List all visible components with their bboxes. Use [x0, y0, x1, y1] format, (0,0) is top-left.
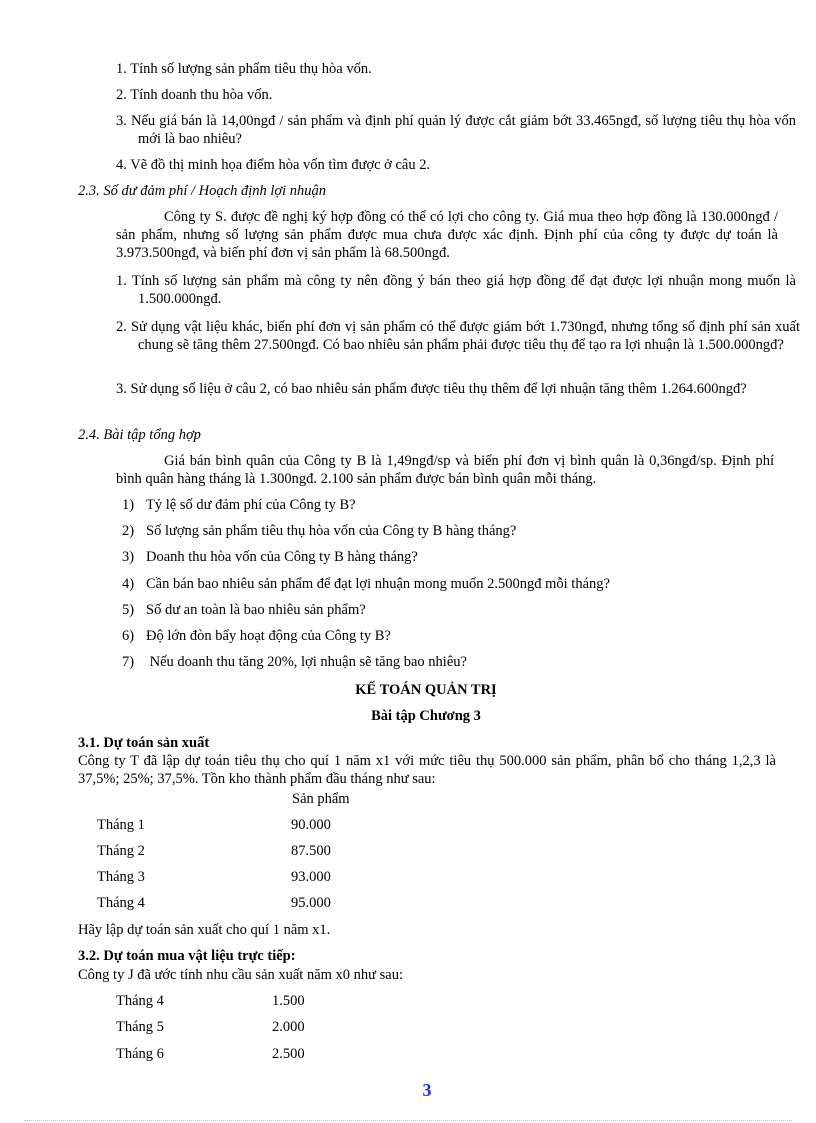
page-bottom-divider: [24, 1120, 792, 1121]
demand-row-value: 2.000: [272, 1019, 305, 1035]
list-item-3: 3. Nếu giá bán là 14,00ngđ / sản phẩm và định phí quản lý được cắt giảm bớt 33.465ngđ, số lượng tiêu thụ hòa vốn mới là bao nhiêu?: [116, 113, 796, 147]
section-3-1-paragraph: Công ty T đã lập dự toán tiêu thụ cho quí 1 năm x1 với mức tiêu thụ 500.000 sản phẩm, phân bổ cho tháng 1,2,3 là 37,5%; 25%; 37,5%. Tồn kho thành phẩm đầu tháng như sau:: [78, 753, 776, 787]
question-6: 6) Độ lớn đòn bẩy hoạt động của Công ty B?: [122, 628, 391, 644]
section-2-3-item-1: 1. Tính số lượng sản phẩm mà công ty nên đồng ý bán theo giá hợp đồng để đạt được lợi nhuận mong muốn là 1.500.000ngđ.: [116, 273, 796, 307]
question-1: 1) Tỷ lệ số dư đảm phí của Công ty B?: [122, 497, 356, 513]
question-3: 3) Doanh thu hòa vốn của Công ty B hàng tháng?: [122, 549, 418, 565]
section-heading-3-1: 3.1. Dự toán sản xuất: [78, 735, 210, 751]
list-item-2: 2. Tính doanh thu hòa vốn.: [116, 87, 273, 103]
question-4: 4) Cần bán bao nhiêu sản phẩm để đạt lợi nhuận mong muốn 2.500ngđ mỗi tháng?: [122, 576, 610, 592]
section-heading-2-4: 2.4. Bài tập tổng hợp: [78, 427, 201, 443]
document-subtitle: Bài tập Chương 3: [371, 708, 481, 724]
inventory-row-label: Tháng 3: [97, 869, 145, 885]
section-3-1-instruction: Hãy lập dự toán sản xuất cho quí 1 năm x1.: [78, 922, 331, 938]
question-5: 5) Số dư an toàn là bao nhiêu sản phẩm?: [122, 602, 366, 618]
question-7: 7) Nếu doanh thu tăng 20%, lợi nhuận sẽ tăng bao nhiêu?: [122, 654, 467, 670]
inventory-row-label: Tháng 1: [97, 817, 145, 833]
inventory-row-value: 93.000: [291, 869, 331, 885]
section-heading-3-2: 3.2. Dự toán mua vật liệu trực tiếp:: [78, 948, 296, 964]
section-2-3-item-3: 3. Sử dụng số liệu ở câu 2, có bao nhiêu sản phẩm được tiêu thụ thêm để lợi nhuận tăng thêm 1.264.600ngđ?: [116, 381, 747, 397]
section-2-4-paragraph: Giá bán bình quân của Công ty B là 1,49ngđ/sp và biến phí đơn vị bình quân là 0,36ngđ/sp. Định phí bình quân hàng tháng là 1.300ngđ. 2.100 sản phẩm được bán bình quân mỗi tháng.: [116, 453, 774, 487]
section-3-2-paragraph: Công ty J đã ước tính nhu cầu sản xuất năm x0 như sau:: [78, 967, 404, 983]
document-title: KẾ TOÁN QUẢN TRỊ: [355, 682, 497, 698]
question-2: 2) Số lượng sản phẩm tiêu thụ hòa vốn của Công ty B hàng tháng?: [122, 523, 517, 539]
demand-row-label: Tháng 6: [116, 1046, 164, 1062]
demand-row-value: 2.500: [272, 1046, 305, 1062]
page-number: 3: [422, 1080, 432, 1100]
section-2-3-item-2: 2. Sử dụng vật liệu khác, biến phí đơn vị sản phẩm có thể được giảm bớt 1.730ngđ, nhưng tổng số định phí sản xuất chung sẽ tăng thêm 27.500ngđ. Có bao nhiêu sản phẩm phải được tiêu thụ để tạo ra lợi nhuận là 1.500.000ngđ?: [116, 319, 800, 353]
inventory-column-header: Sản phẩm: [292, 791, 350, 807]
section-heading-2-3: 2.3. Số dư đảm phí / Hoạch định lợi nhuận: [78, 183, 327, 199]
section-2-3-paragraph: Công ty S. được đề nghị ký hợp đồng có thể có lợi cho công ty. Giá mua theo hợp đồng là 130.000ngđ / sản phẩm, nhưng số lượng sản phẩm được mua chưa được xác định. Định phí của công ty được dự toán là 3.973.500ngđ, và biến phí đơn vị sản phẩm là 68.500ngđ.: [116, 209, 778, 261]
demand-row-label: Tháng 5: [116, 1019, 164, 1035]
list-item-1: 1. Tính số lượng sản phẩm tiêu thụ hòa vốn.: [116, 61, 372, 77]
inventory-row-value: 95.000: [291, 895, 331, 911]
demand-row-label: Tháng 4: [116, 993, 164, 1009]
inventory-row-label: Tháng 4: [97, 895, 145, 911]
list-item-4: 4. Vẽ đồ thị minh họa điểm hòa vốn tìm được ở câu 2.: [116, 157, 431, 173]
inventory-row-value: 87.500: [291, 843, 331, 859]
inventory-row-value: 90.000: [291, 817, 331, 833]
demand-row-value: 1.500: [272, 993, 305, 1009]
inventory-row-label: Tháng 2: [97, 843, 145, 859]
